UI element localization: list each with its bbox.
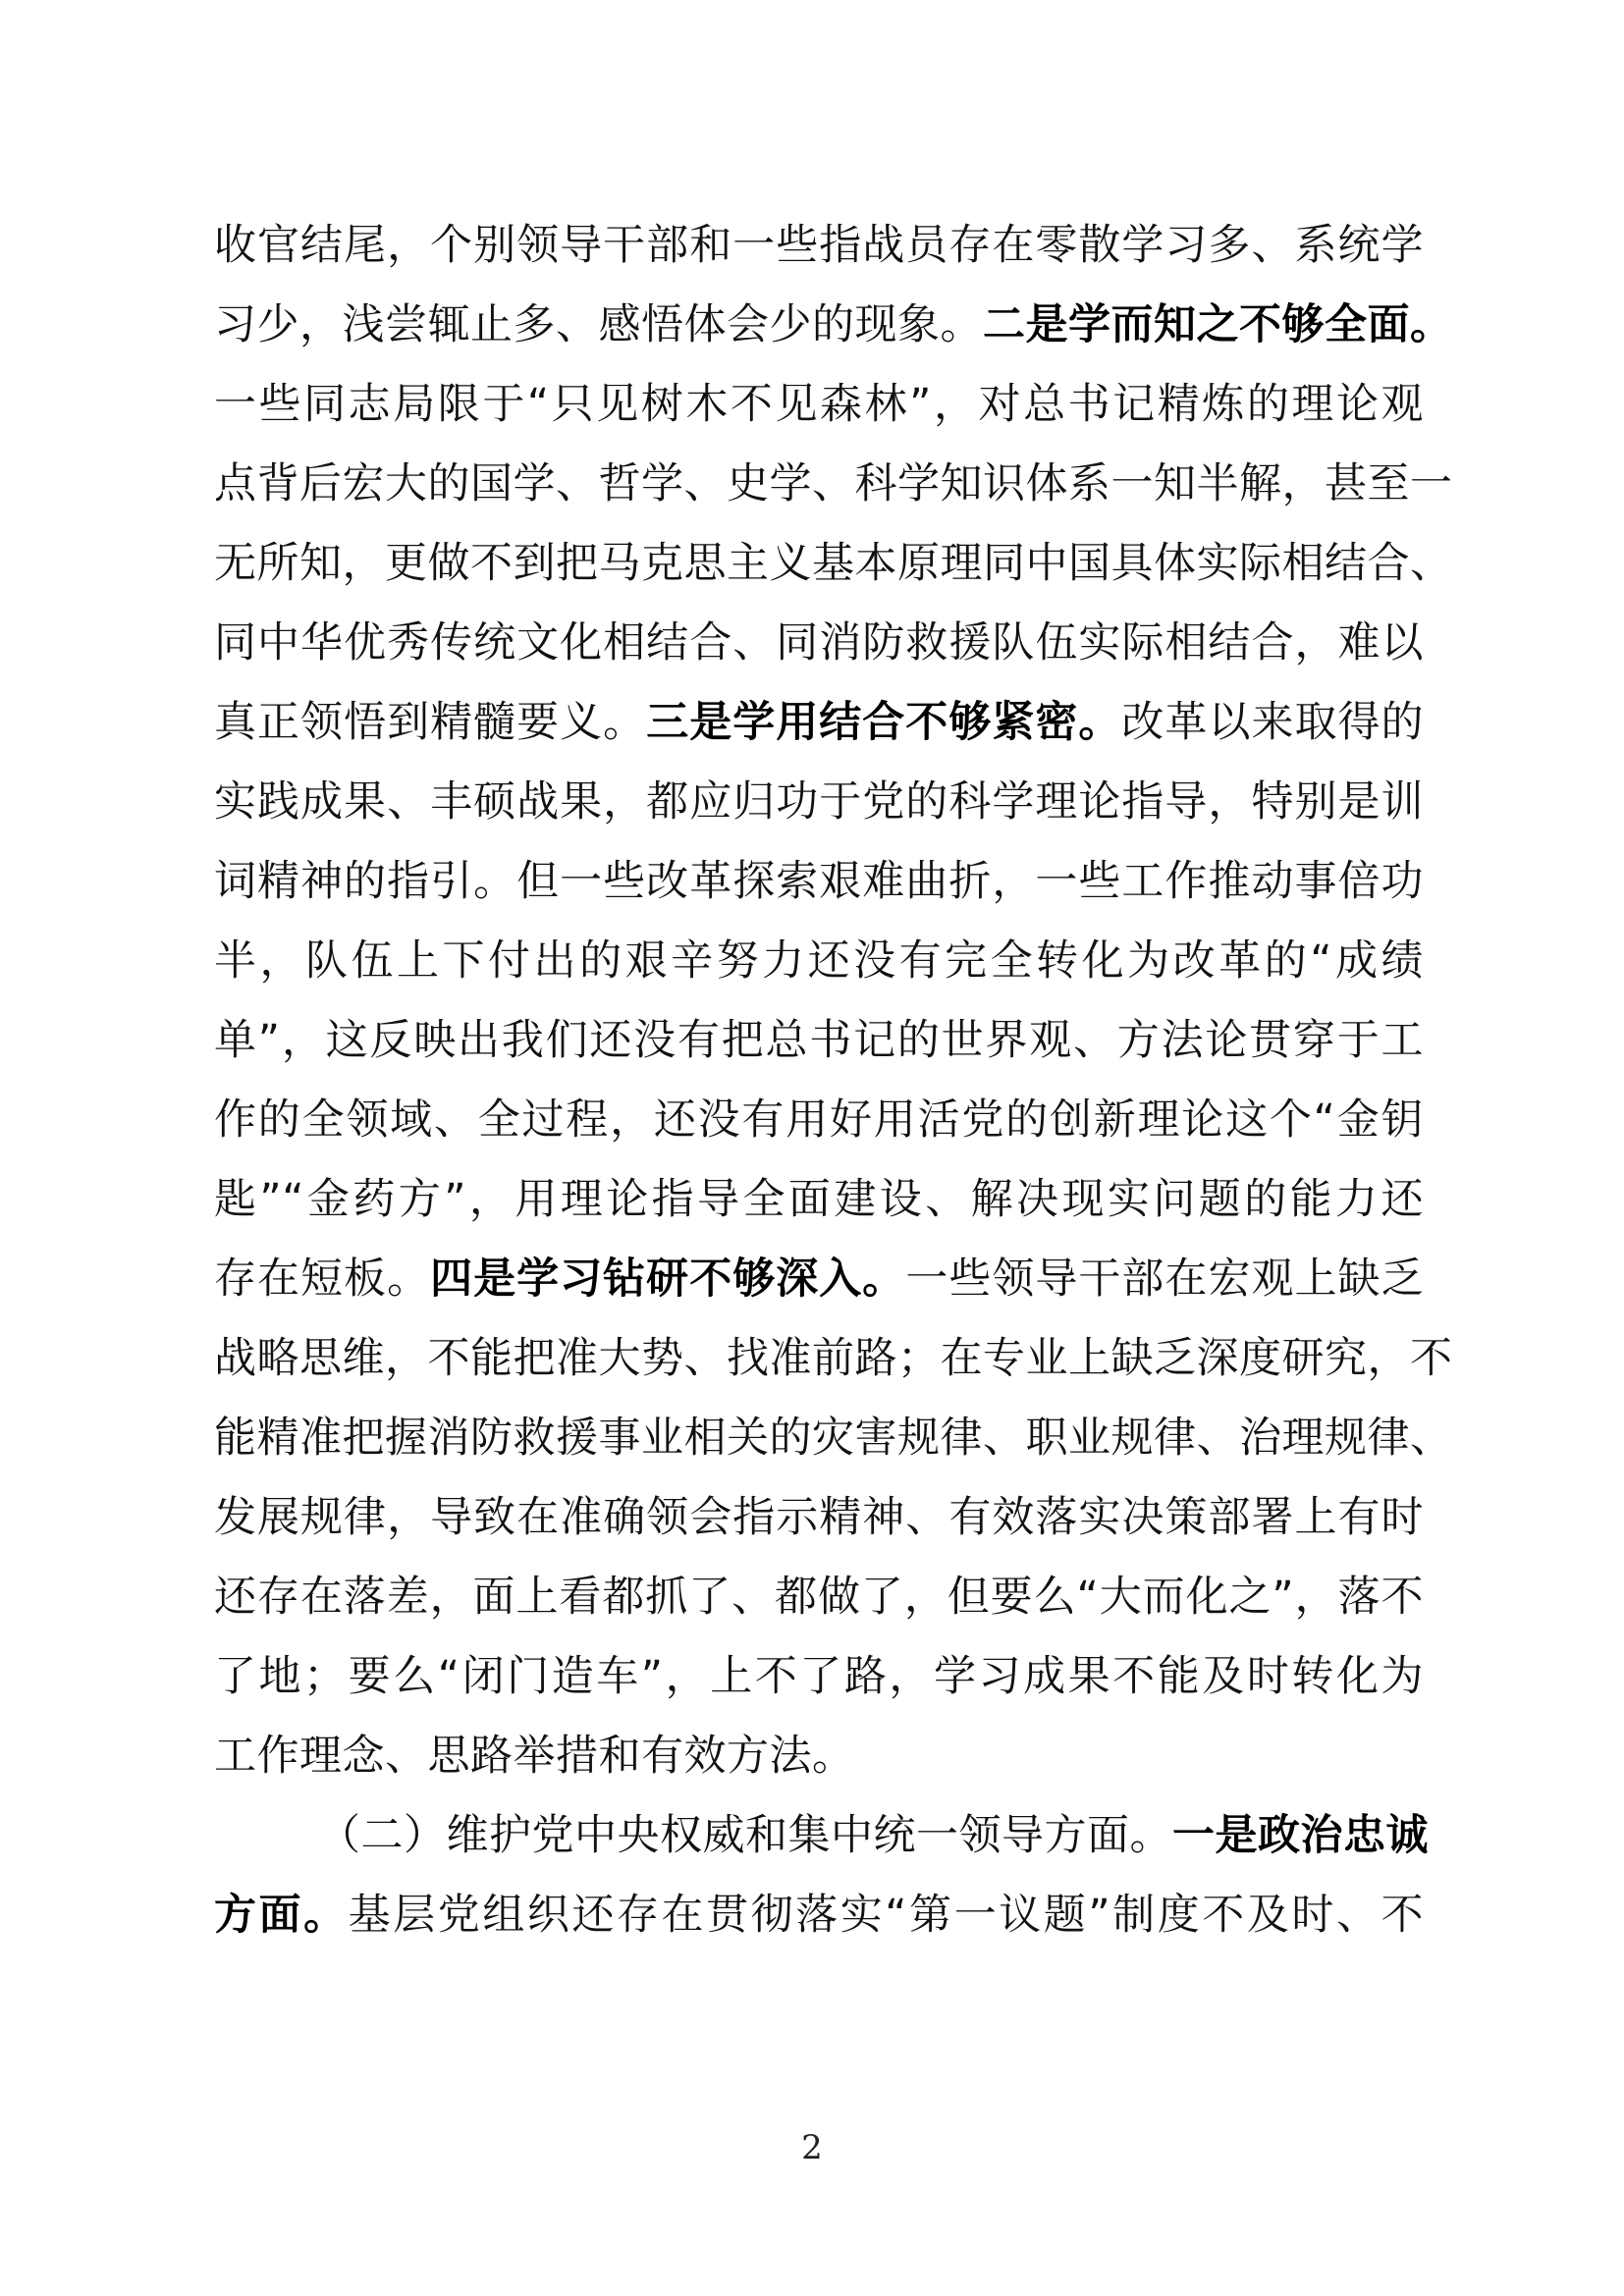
page-number: 2 [801, 2128, 823, 2167]
text-line-6: 同中华优秀传统文化相结合、同消防救援队伍实际相结合，难以 [214, 618, 1424, 667]
text-line-2: 习少，浅尝辄止多、感悟体会少的现象。二是学而知之不够全面。 [214, 300, 1453, 349]
text-line-5: 无所知，更做不到把马克思主义基本原理同中国具体实际相结合、 [214, 539, 1453, 588]
text-line-11: 单”，这反映出我们还没有把总书记的世界观、方法论贯穿于工 [214, 1016, 1424, 1065]
bold-heading: 方面。 [214, 1891, 349, 1940]
text-line-14: 存在短板。四是学习钻研不够深入。一些领导干部在宏观上缺乏 [214, 1255, 1425, 1304]
text-line-15: 战略思维，不能把准大势、找准前路；在专业上缺乏深度研究，不 [214, 1334, 1453, 1383]
bold-heading: 一是政治忠诚 [1172, 1811, 1429, 1860]
text-line-19: 了地；要么“闭门造车”，上不了路，学习成果不能及时转化为 [214, 1652, 1424, 1701]
text-line-18: 还存在落差，面上看都抓了、都做了，但要么“大而化之”，落不 [214, 1573, 1424, 1622]
body-text [214, 206, 1453, 1955]
text-line-4: 点背后宏大的国学、哲学、史学、科学知识体系一知半解，甚至一 [214, 459, 1453, 508]
text-line-9: 词精神的指引。但一些改革探索艰难曲折，一些工作推动事倍功 [214, 857, 1424, 906]
text-line-7: 真正领悟到精髓要义。三是学用结合不够紧密。改革以来取得的 [214, 698, 1425, 747]
text-line-10: 半，队伍上下付出的艰辛努力还没有完全转化为改革的“成绩 [214, 936, 1424, 986]
text-line-12: 作的全领域、全过程，还没有用好用活党的创新理论这个“金钥 [214, 1095, 1424, 1145]
text-line-20: 工作理念、思路举措和有效方法。 [214, 1732, 855, 1781]
bold-heading: 二是学而知之不够全面。 [983, 300, 1453, 349]
section-heading-line: （二）维护党中央权威和集中统一领导方面。一是政治忠诚 [318, 1811, 1429, 1860]
text-line-22: 方面。基层党组织还存在贯彻落实“第一议题”制度不及时、不 [214, 1891, 1425, 1940]
text-line-16: 能精准把握消防救援事业相关的灾害规律、职业规律、治理规律、 [214, 1414, 1453, 1463]
bold-heading: 三是学用结合不够紧密。 [646, 698, 1122, 747]
text-line-17: 发展规律，导致在准确领会指示精神、有效落实决策部署上有时 [214, 1493, 1424, 1542]
text-line-1: 收官结尾，个别领导干部和一些指战员存在零散学习多、系统学 [214, 221, 1424, 270]
bold-heading: 四是学习钻研不够深入。 [430, 1255, 906, 1304]
text-line-3: 一些同志局限于“只见树木不见森林”，对总书记精炼的理论观 [214, 380, 1424, 429]
text-line-8: 实践成果、丰硕战果，都应归功于党的科学理论指导，特别是训 [214, 777, 1424, 827]
text-line-13: 匙”“金药方”，用理论指导全面建设、解决现实问题的能力还 [214, 1175, 1424, 1224]
